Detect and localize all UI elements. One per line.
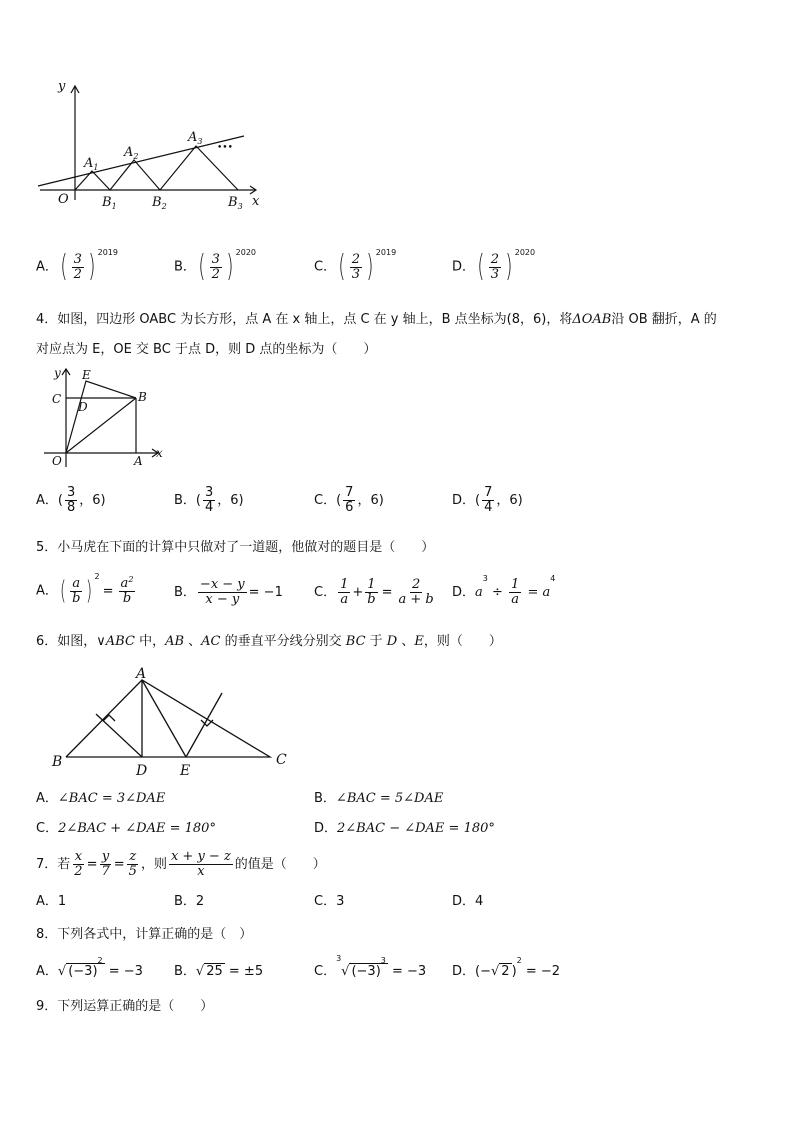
q8-option-a: A．√ $(-3)^2 = -3$	[36, 956, 143, 979]
q8-option-d: D．(−√ 2 )$^2$ = −2	[452, 956, 561, 979]
q9-stem: 9．下列运算正确的是（ ）	[36, 999, 214, 1014]
q4-option-c: C．( $\frac{7}{6}$ ，6)	[314, 485, 384, 515]
q6-option-d: D．2∠BAC − ∠DAE = 180°	[314, 821, 495, 836]
svg-text:C: C	[276, 752, 287, 768]
q7-option-d: D．4	[452, 894, 484, 909]
q4-stem-line1: 4．如图，四边形 OABC 为长方形，点 A 在 x 轴上，点 C 在 y 轴上，B 点坐标为(8，6)，将ΔOAB沿 OB 翻折，A 的	[36, 312, 717, 327]
y-label: y	[58, 79, 66, 94]
q6-option-a: A．∠BAC = 3∠DAE	[36, 791, 166, 806]
q6-stem: 6．如图，∨ABC 中，AB 、AC 的垂直平分线分别交 BC 于 D 、E，则（ ）	[36, 634, 502, 649]
ray-line	[38, 136, 244, 186]
q4-option-d: D．( $\frac{7}{4}$ ，6)	[452, 485, 523, 515]
svg-text:C: C	[52, 392, 62, 406]
label-b3: $B_3$	[228, 195, 243, 211]
q7-option-c: C．3	[314, 894, 345, 909]
svg-text:O: O	[52, 454, 62, 468]
svg-text:x: x	[156, 446, 163, 460]
label-a3: $A_3$	[188, 130, 203, 146]
q4-figure	[40, 363, 180, 473]
q5-stem: 5．小马虎在下面的计算中只做对了一道题，他做对的题目是（ ）	[36, 540, 435, 555]
q7-stem: 7．若 $\frac{x}{2}$ = $\frac{y}{7}$ = $\frac{z}{5}$ ，则 $\frac{x + y - z}{x}$ 的值是（ ）	[36, 849, 326, 879]
q3-figure	[30, 78, 270, 213]
origin-label: O	[58, 192, 69, 207]
svg-text:D: D	[78, 400, 88, 414]
svg-text:A: A	[136, 666, 147, 682]
q4-option-b: B．( $\frac{3}{4}$ ，6)	[174, 485, 244, 515]
svg-text:y: y	[54, 366, 61, 380]
q5-option-a: A． ( $\frac{a}{b}$ ) $^2$= $\frac{a^2}{b}$	[36, 572, 134, 606]
q3-option-a: A． ( $\frac{3}{2}$ ) $^{2019}$	[36, 248, 118, 284]
svg-text:E: E	[82, 368, 91, 382]
zigzag	[75, 146, 238, 190]
q7-option-a: A．1	[36, 894, 67, 909]
ellipsis: •••	[217, 143, 233, 153]
label-a2: $A_2$	[124, 145, 139, 161]
q3-option-c: C． ( $\frac{2}{3}$ ) $^{2019}$	[314, 248, 397, 284]
svg-text:B: B	[138, 390, 147, 404]
q4-stem-line2: 对应点为 E，OE 交 BC 于点 D，则 D 点的坐标为（ ）	[36, 342, 377, 357]
q3-option-b: B． ( $\frac{3}{2}$ ) $^{2020}$	[174, 248, 256, 284]
label-a1: $A_1$	[84, 156, 99, 172]
svg-text:A: A	[134, 454, 143, 468]
q6-figure	[44, 660, 304, 782]
q7-option-b: B．2	[174, 894, 205, 909]
label-b1: $B_1$	[102, 195, 117, 211]
label-b2: $B_2$	[152, 195, 167, 211]
q6-option-c: C．2∠BAC + ∠DAE = 180°	[36, 821, 216, 836]
q5-option-d: D．$a^3$ ÷ $\frac{1}{a}$ = $a^4$	[452, 574, 556, 607]
q8-option-c: C．$^3$√ $(-3)^3 = -3$	[314, 954, 427, 979]
svg-text:D: D	[136, 763, 148, 779]
q5-option-c: C． $\frac{1}{a}$ + $\frac{1}{b}$ = $\frac{2}{a + b}$	[314, 577, 434, 607]
q4-option-a: A．( $\frac{3}{8}$ ，6)	[36, 485, 106, 515]
q8-stem: 8．下列各式中，计算正确的是（ ）	[36, 927, 253, 942]
q6-option-b: B．∠BAC = 5∠DAE	[314, 791, 444, 806]
q5-option-b: B． $\frac{-x - y}{x - y}$ = −1	[174, 577, 283, 607]
x-label: x	[252, 194, 260, 209]
svg-text:B: B	[52, 754, 63, 770]
q3-option-d: D． ( $\frac{2}{3}$ ) $^{2020}$	[452, 248, 536, 284]
svg-text:E: E	[180, 763, 191, 779]
q8-option-b: B．√ 25 = ±5	[174, 964, 264, 979]
